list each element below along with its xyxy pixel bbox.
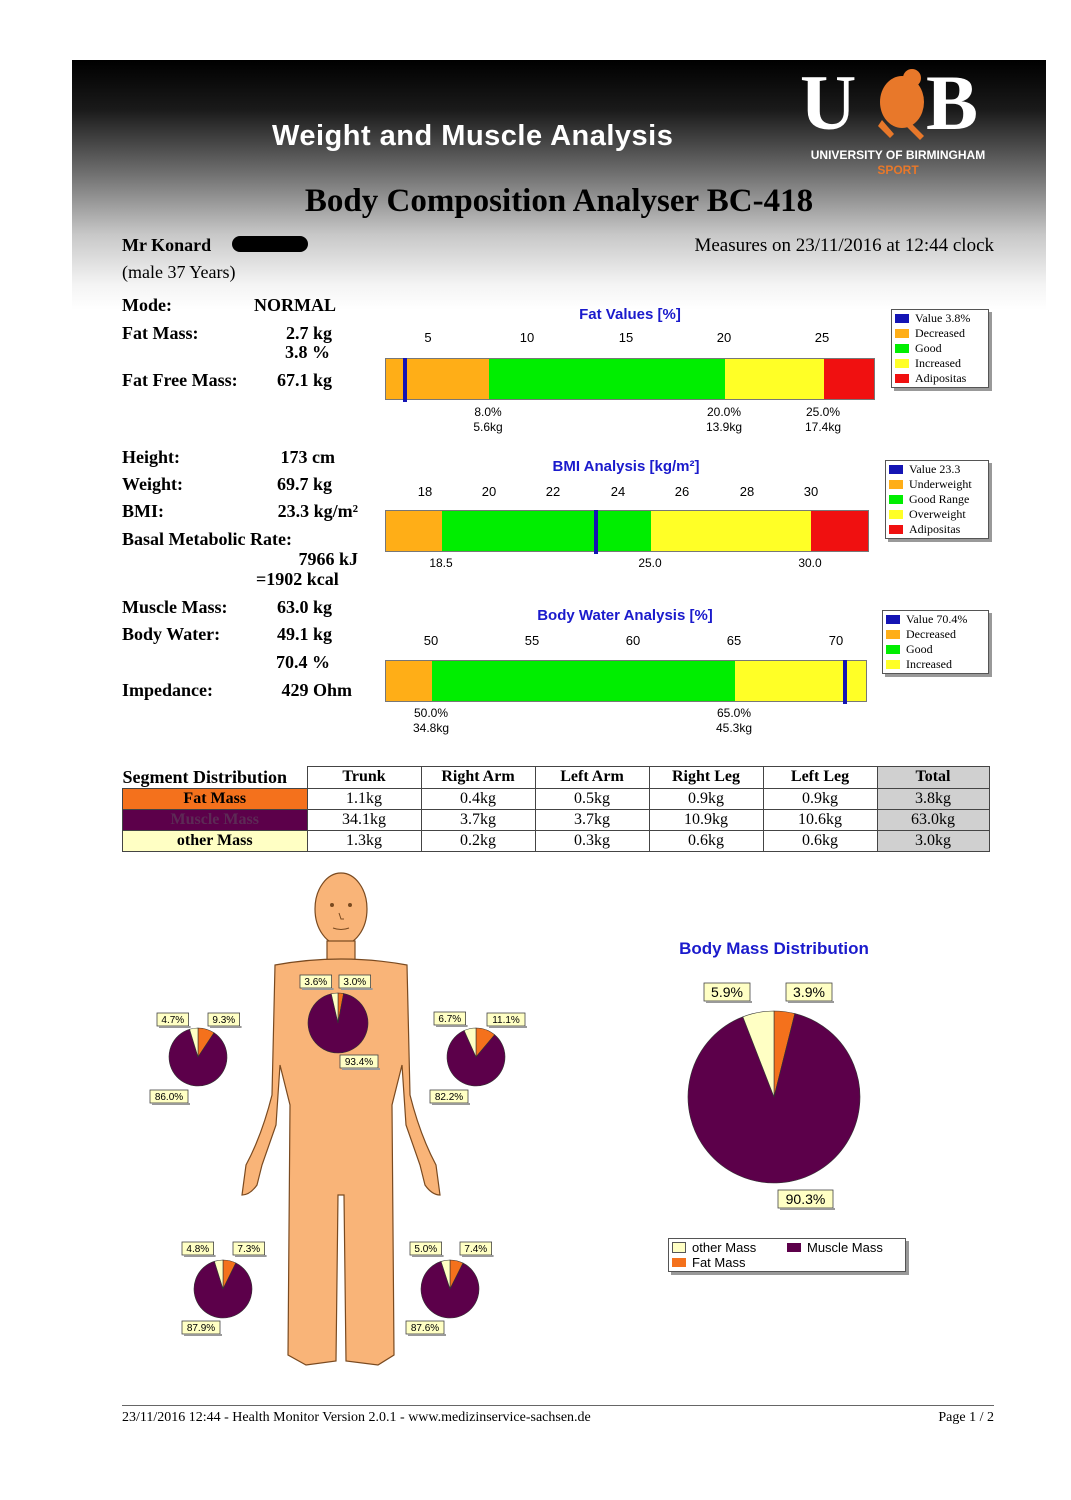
body-mass-chart-title: Body Mass Distribution — [679, 939, 869, 958]
table-cell: 3.7kg — [421, 809, 535, 830]
bmr-kcal: =1902 kcal — [256, 569, 339, 589]
body-silhouette-icon — [242, 873, 440, 1365]
water-bar-good — [432, 661, 735, 701]
body-figure-diagram — [120, 865, 560, 1375]
table-cell: 0.5kg — [535, 788, 649, 809]
svg-text:90.3%: 90.3% — [785, 1191, 826, 1207]
row-label: Fat Mass — [123, 788, 308, 809]
svg-text:93.4%: 93.4% — [344, 1057, 374, 1068]
water-tick: 60 — [625, 633, 641, 648]
logo-university-name: UNIVERSITY OF BIRMINGHAM — [810, 148, 986, 162]
muscle-mass-label: Muscle Mass: — [122, 597, 228, 617]
pie-label-muscle — [430, 1090, 470, 1105]
body-water-value: 49.1 kg — [276, 624, 332, 644]
person-details: (male 37 Years) — [122, 262, 236, 282]
svg-text:87.9%: 87.9% — [186, 1323, 216, 1334]
table-cell: 1.3kg — [307, 830, 421, 851]
logo-sport: SPORT — [877, 163, 919, 177]
segment-pie-right-arm — [150, 1013, 242, 1105]
col-header: Right Arm — [421, 767, 535, 789]
body-mass-legend: other Mass Muscle Mass Fat Mass — [668, 1238, 906, 1272]
svg-text:4.8%: 4.8% — [186, 1244, 210, 1255]
lion-icon — [878, 69, 924, 140]
fat-tick: 10 — [519, 330, 535, 345]
col-header: Total — [877, 767, 989, 789]
bmi-chart-bottom-labels — [385, 556, 875, 574]
bmi-tick: 28 — [739, 484, 755, 499]
fat-mass-value: 2.7 kg — [285, 323, 332, 343]
report-heading: Weight and Muscle Analysis — [272, 120, 674, 152]
table-cell-total: 63.0kg — [877, 809, 989, 830]
pie-label-fat — [339, 975, 373, 990]
muscle-mass-value: 63.0 kg — [276, 597, 332, 617]
segment-distribution-table — [122, 766, 990, 852]
water-chart-bottom-labels — [385, 706, 875, 738]
bmi-tick: 18 — [417, 484, 433, 499]
fat-bar-good — [489, 359, 725, 399]
fat-free-mass-value: 67.1 kg — [276, 370, 332, 390]
logo-letter-u: U — [800, 64, 857, 146]
page-number: Page 1 / 2 — [938, 1410, 994, 1425]
fat-legend: Value 3.8% Decreased Good Increased Adipositas — [891, 309, 989, 388]
measure-date: Measures on 23/11/2016 at 12:44 clock — [694, 235, 994, 256]
bmi-legend: Value 23.3 Underweight Good Range Overweight Adipositas — [885, 460, 989, 539]
fat-free-mass-label: Fat Free Mass: — [122, 370, 238, 390]
fat-tick: 20 — [716, 330, 732, 345]
logo-letter-b: B — [926, 64, 979, 146]
pie-label-muscle — [406, 1321, 446, 1336]
col-header: Trunk — [307, 767, 421, 789]
pie-label-fat — [487, 1013, 527, 1028]
water-chart-title: Body Water Analysis [%] — [537, 607, 713, 624]
body-water-percent: 70.4 % — [276, 652, 330, 672]
bmi-bottom-label: 30.0 — [798, 556, 822, 570]
bmi-tick: 20 — [481, 484, 497, 499]
svg-text:11.1%: 11.1% — [492, 1015, 520, 1026]
bmi-bottom-label: 25.0 — [638, 556, 662, 570]
water-chart-ticks — [385, 633, 875, 653]
table-cell: 0.3kg — [535, 830, 649, 851]
fat-chart-title: Fat Values [%] — [579, 306, 681, 323]
fat-chart-bottom-labels — [385, 405, 875, 437]
bmi-tick: 30 — [803, 484, 819, 499]
bmi-bottom-label: 18.5 — [429, 556, 453, 570]
fat-mass-percent: 3.8 % — [285, 342, 330, 362]
pie-label-other — [434, 1012, 468, 1027]
pie-label-other — [157, 1013, 191, 1028]
table-cell: 0.2kg — [421, 830, 535, 851]
water-bottom-label: 50.0% 34.8kg — [412, 706, 450, 735]
pie-label-fat — [208, 1013, 242, 1028]
table-cell: 34.1kg — [307, 809, 421, 830]
fat-bar-increased — [725, 359, 824, 399]
pie-label-muscle — [150, 1090, 190, 1105]
bmi-chart-ticks — [385, 484, 875, 504]
body-water-label: Body Water: — [122, 624, 221, 644]
row-label: Muscle Mass — [123, 809, 308, 830]
table-cell: 0.6kg — [763, 830, 877, 851]
bmi-value-marker — [594, 510, 598, 554]
table-cell: 3.7kg — [535, 809, 649, 830]
svg-text:3.0%: 3.0% — [343, 977, 367, 988]
water-tick: 55 — [524, 633, 540, 648]
table-row-muscle — [123, 809, 990, 830]
segment-table-title: Segment Distribution — [122, 766, 288, 787]
redacted-surname — [232, 236, 308, 252]
fat-bar-decreased — [386, 359, 489, 399]
water-value-marker — [843, 660, 847, 704]
svg-text:7.4%: 7.4% — [464, 1244, 488, 1255]
fat-tick: 25 — [814, 330, 830, 345]
fat-bar-adipositas — [824, 359, 874, 399]
table-cell: 0.9kg — [649, 788, 763, 809]
col-header: Right Leg — [649, 767, 763, 789]
pie-label-muscle — [340, 1055, 380, 1070]
table-cell: 10.6kg — [763, 809, 877, 830]
footer-divider — [122, 1405, 994, 1406]
water-legend: Value 70.4% Decreased Good Increased — [882, 610, 989, 674]
bmi-bar-overweight — [651, 511, 811, 551]
pie-label-fat — [460, 1242, 494, 1257]
pie-label-muscle — [182, 1321, 222, 1336]
bmi-bar-good-range — [442, 511, 651, 551]
segment-pie-left-arm — [430, 1012, 527, 1105]
fat-bottom-label: 25.0% 17.4kg — [804, 405, 842, 434]
bmi-chart-title: BMI Analysis [kg/m²] — [552, 458, 700, 475]
row-label: other Mass — [123, 830, 308, 851]
svg-text:4.7%: 4.7% — [161, 1015, 185, 1026]
svg-text:82.2%: 82.2% — [434, 1092, 464, 1103]
weight-label: Weight: — [122, 474, 183, 494]
table-cell: 10.9kg — [649, 809, 763, 830]
svg-text:86.0%: 86.0% — [154, 1092, 184, 1103]
table-cell-total: 3.8kg — [877, 788, 989, 809]
bmr-kj: 7966 kJ — [298, 549, 358, 569]
body-mass-label-muscle — [778, 1190, 835, 1210]
fat-chart-ticks — [385, 330, 875, 350]
mode-value: NORMAL — [254, 295, 336, 315]
pie-label-fat — [233, 1242, 267, 1257]
svg-text:9.3%: 9.3% — [212, 1015, 236, 1026]
table-cell-total: 3.0kg — [877, 830, 989, 851]
segment-pie-left-leg — [406, 1242, 494, 1336]
water-tick: 50 — [423, 633, 439, 648]
table-row-other — [123, 830, 990, 851]
svg-text:87.6%: 87.6% — [410, 1323, 440, 1334]
table-cell: 0.4kg — [421, 788, 535, 809]
person-name: Mr Konard — [122, 235, 212, 255]
water-tick: 65 — [726, 633, 742, 648]
water-tick: 70 — [828, 633, 844, 648]
table-row-fat — [123, 788, 990, 809]
bmr-label: Basal Metabolic Rate: — [122, 529, 292, 549]
fat-bottom-label: 20.0% 13.9kg — [705, 405, 743, 434]
water-bar-decreased — [386, 661, 432, 701]
col-header: Left Leg — [763, 767, 877, 789]
table-cell: 0.6kg — [649, 830, 763, 851]
svg-text:6.7%: 6.7% — [438, 1014, 462, 1025]
bmi-bar-adipositas — [811, 511, 868, 551]
water-bar — [385, 660, 867, 702]
table-cell: 1.1kg — [307, 788, 421, 809]
bmi-tick: 26 — [674, 484, 690, 499]
pie-label-other — [182, 1242, 216, 1257]
fat-value-marker — [403, 358, 407, 402]
impedance-label: Impedance: — [122, 680, 213, 700]
impedance-value: 429 Ohm — [281, 680, 352, 700]
pie-label-other — [300, 975, 334, 990]
svg-text:3.9%: 3.9% — [793, 984, 825, 1000]
bmi-bar-underweight — [386, 511, 442, 551]
height-label: Height: — [122, 447, 180, 467]
device-title: Body Composition Analyser BC-418 — [304, 183, 814, 219]
body-mass-label-other — [704, 983, 752, 1003]
bmi-label: BMI: — [122, 501, 164, 521]
fat-bottom-label: 8.0% 5.6kg — [473, 405, 503, 434]
bmi-value: 23.3 kg/m² — [277, 501, 358, 521]
pie-label-other — [410, 1242, 444, 1257]
body-mass-label-fat — [786, 983, 834, 1003]
bmi-bar — [385, 510, 869, 552]
col-header: Left Arm — [535, 767, 649, 789]
weight-value: 69.7 kg — [276, 474, 332, 494]
body-mass-pie — [640, 970, 940, 1220]
svg-text:5.9%: 5.9% — [711, 984, 743, 1000]
bmi-tick: 24 — [610, 484, 626, 499]
mode-label: Mode: — [122, 295, 172, 315]
segment-pie-right-leg — [182, 1242, 267, 1336]
bmi-tick: 22 — [545, 484, 561, 499]
footer-info: 23/11/2016 12:44 - Health Monitor Version 2.0.1 - www.medizinservice-sachsen.de — [122, 1410, 591, 1425]
svg-text:7.3%: 7.3% — [237, 1244, 261, 1255]
svg-text:5.0%: 5.0% — [414, 1244, 438, 1255]
svg-text:3.6%: 3.6% — [304, 977, 328, 988]
fat-mass-label: Fat Mass: — [122, 323, 199, 343]
fat-bar — [385, 358, 875, 400]
table-cell: 0.9kg — [763, 788, 877, 809]
height-value: 173 cm — [280, 447, 335, 467]
fat-tick: 15 — [618, 330, 634, 345]
water-bottom-label: 65.0% 45.3kg — [715, 706, 753, 735]
fat-tick: 5 — [424, 330, 432, 345]
